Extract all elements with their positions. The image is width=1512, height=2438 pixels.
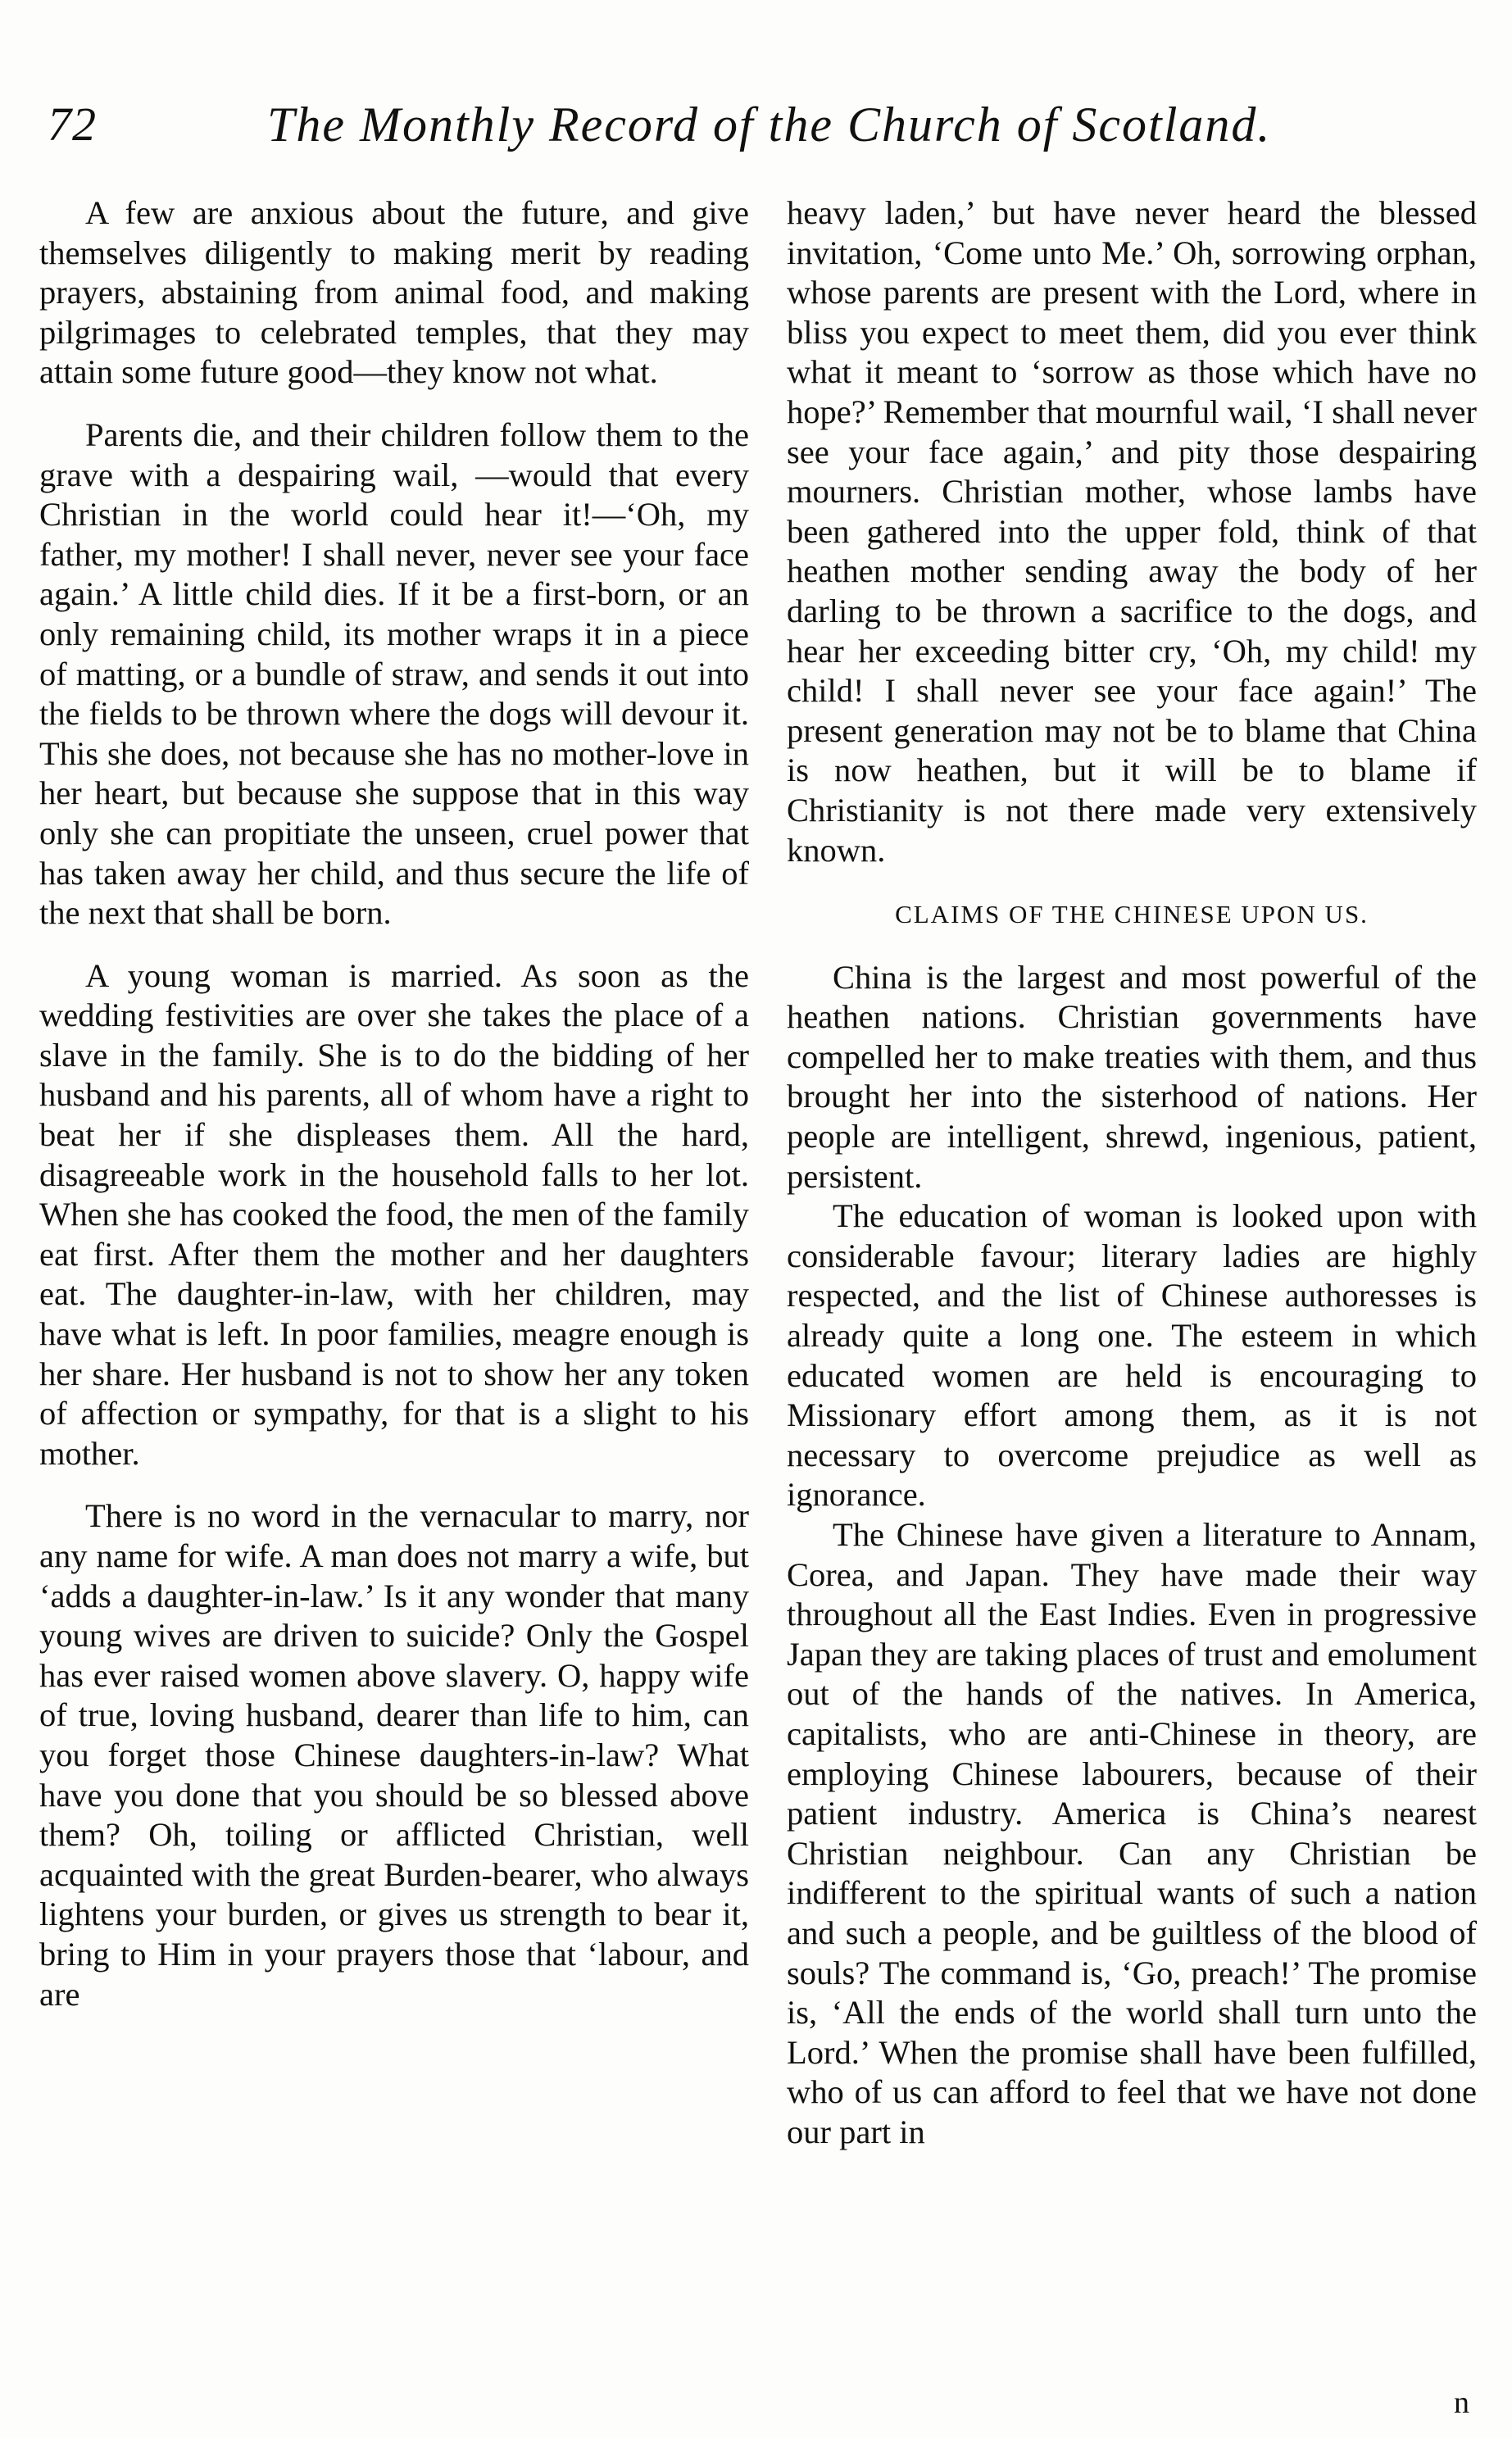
- page-number: 72: [48, 98, 97, 151]
- paragraph-no-word-marry: There is no word in the vernacular to marry, nor any name for wife. A man does not marry a wife, but ‘adds a daughter-in-law.’ Is it any wonder that many young wives are driven to suicide? Only the Gospel has ever raised women above slavery. O, happy wife of true, loving husband, dearer than life to him, can you forget those Chinese daughters-in-law? What have you done that you should be so blessed above them? Oh, toiling or afflicted Christian, well acquainted with the great Burden-bearer, who always lightens your burden, or gives us strength to bear it, bring to Him in your prayers those that ‘labour, and are: [39, 1497, 749, 2013]
- paragraph-heavy-laden: heavy laden,’ but have never heard the blessed invitation, ‘Come unto Me.’ Oh, sorrowing orphan, whose parents are present with the Lord, where in bliss you expect to meet them, did you ever think what it meant to ‘sorrow as those which have no hope?’ Remember that mournful wail, ‘I shall never see your face again,’ and pity those despairing mourners. Christian mother, whose lambs have been gathered into the upper fold, think of that heathen mother sending away the body of her darling to be thrown a sacrifice to the dogs, and hear her exceeding bitter cry, ‘Oh, my child! my child! I shall never see your face again!’ The present generation may not be to blame that China is now heathen, but it will be to blame if Christianity is not there made very extensively known.: [787, 194, 1477, 869]
- paragraph-parents-die: Parents die, and their children follow them to the grave with a despairing wail, —would that every Christian in the world could hear it!—‘Oh, my father, my mother! I shall never, never see your face again.’ A little child dies. If it be a first-born, or an only remaining child, its mother wraps it in a piece of matting, or a bundle of straw, and sends it out into the fields to be thrown where the dogs will devour it. This she does, not because she has no mother-love in her heart, but because she suppose that in this way only she can propitiate the unseen, cruel power that has taken away her child, and thus secure the life of the next that shall be born.: [39, 415, 749, 932]
- catchword: n: [1454, 2386, 1469, 2420]
- paragraph-young-woman: A young woman is married. As soon as the wedding festivities are over she takes the place of a slave in the family. She is to do the bidding of her husband and his parents, all of whom have a right to beat her if she displeases them. All the hard, disagreeable work in the household falls to her lot. When she has cooked the food, the men of the family eat first. After them the mother and her daughters eat. The daughter-in-law, with her children, may have what is left. In poor families, meagre enough is her share. Her husband is not to show her any token of affection or sympathy, for that is a slight to his mother.: [39, 956, 749, 1472]
- paragraph-china-largest: China is the largest and most powerful of the heathen nations. Christian governments have compelled her to make treaties with them, and thus brought her into the sisterhood of nations. Her people are intelligent, shrewd, ingenious, patient, persistent.: [787, 958, 1477, 1195]
- page-header: [48, 97, 1465, 170]
- running-title: The Monthly Record of the Church of Scotland.: [267, 98, 1272, 152]
- left-column: [39, 193, 749, 2014]
- paragraph-literature-annam: The Chinese have given a literature to Annam, Corea, and Japan. They have made their way throughout all the East Indies. Even in progressive Japan they are taking places of trust and emolument out of the hands of the natives. In America, capitalists, who are anti-Chinese in theory, are employing Chinese labourers, because of their patient industry. America is China’s nearest Christian neighbour. Can any Christian be indifferent to the spiritual wants of such a nation and such a people, and be guiltless of the blood of souls? The command is, ‘Go, preach!’ The promise is, ‘All the ends of the world shall turn unto the Lord.’ When the promise shall have been fulfilled, who of us can afford to feel that we have not done our part in: [787, 1516, 1477, 2150]
- paragraph-future-merit: A few are anxious about the future, and give themselves diligently to making merit by reading prayers, abstaining from animal food, and making pilgrimages to celebrated temples, that they may attain some future good—they know not what.: [39, 194, 749, 391]
- section-heading: CLAIMS OF THE CHINESE UPON US.: [895, 900, 1369, 929]
- right-column: [787, 193, 1477, 2153]
- paragraph-education-woman: The education of woman is looked upon with considerable favour; literary ladies are highly respected, and the list of Chinese authoresses is already quite a long one. The esteem in which educated women are held is encouraging to Missionary effort among them, as it is not necessary to overcome prejudice as well as ignorance.: [787, 1197, 1477, 1514]
